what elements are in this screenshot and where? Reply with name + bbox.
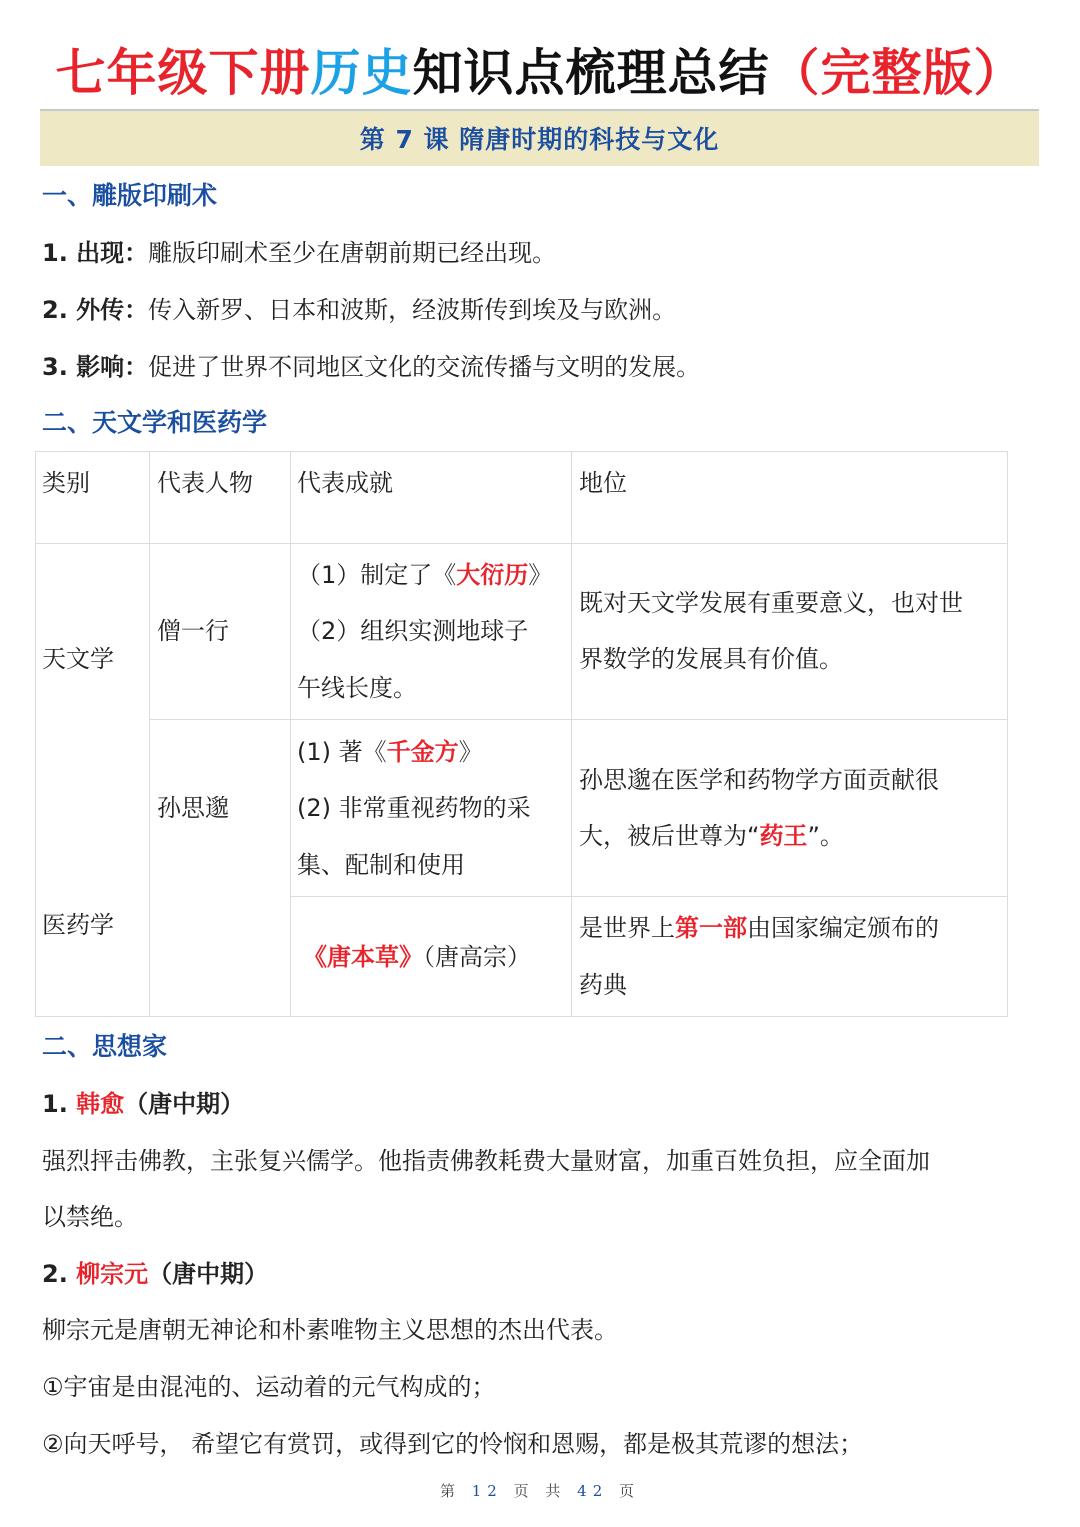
astronomy-status-2: 界数学的发展具有价值。 <box>579 645 843 673</box>
table-border <box>35 1016 1008 1017</box>
current-page: 12 <box>471 1482 503 1500</box>
title-yaowang: 药王 <box>759 822 808 850</box>
title-part-1: 七年级下册 <box>55 44 311 102</box>
thinker-name-han: 韩愈 <box>76 1090 125 1118</box>
section-heading-science: 二、天文学和医药学 <box>42 408 268 437</box>
item-text: 雕版印刷术至少在唐朝前期已经出现。 <box>148 239 557 267</box>
science-table <box>35 451 1008 1017</box>
item-text: 促进了世界不同地区文化的交流传播与文明的发展。 <box>148 353 701 381</box>
book-dayanli: 大衍历 <box>456 561 529 589</box>
printing-item-2 <box>42 292 676 328</box>
han-text-1: 强烈抨击佛教，主张复兴儒学。他指责佛教耗费大量财富，加重百姓负担，应全面加 <box>42 1147 930 1175</box>
medicine-achievement-1: (1) 著《千金方》 <box>297 738 483 766</box>
thinker-han-heading: 1. 韩愈（唐中期） <box>42 1090 245 1118</box>
category-astronomy: 天文学 <box>42 645 114 673</box>
page-footer: 第 12 页 共 42 页 <box>439 1482 641 1500</box>
table-border <box>149 451 150 1017</box>
title-part-3: 知识点梳理总结 <box>412 44 770 102</box>
han-text-2: 以禁绝。 <box>42 1203 138 1231</box>
header-achievement: 代表成就 <box>297 469 393 497</box>
astronomy-status-1: 既对天文学发展有重要意义，也对世 <box>579 589 963 617</box>
printing-item-1 <box>42 235 556 271</box>
astronomy-achievement-2b: 午线长度。 <box>297 674 417 702</box>
table-border <box>35 543 1008 544</box>
medicine-status-2: 大，被后世尊为“药王”。 <box>579 822 844 850</box>
thinker-liu-heading: 2. 柳宗元（唐中期） <box>42 1260 269 1288</box>
astronomy-achievement-1: （1）制定了《大衍历》 <box>297 561 553 589</box>
table-border <box>35 451 1008 452</box>
table-border <box>149 719 1008 720</box>
table-border <box>290 896 1008 897</box>
section-heading-printing: 一、雕版印刷术 <box>42 181 218 210</box>
medicine-achievement-2a: (2) 非常重视药物的采 <box>297 794 531 822</box>
liu-text-3: ②向天呼号， 希望它有赏罚，或得到它的怜悯和恩赐，都是极其荒谬的想法； <box>42 1430 864 1458</box>
table-border <box>1007 451 1008 1017</box>
header-category: 类别 <box>42 469 90 497</box>
person-sunsimiao: 孙思邈 <box>157 794 229 822</box>
book-tangbencao: 《唐本草》 <box>303 943 423 971</box>
table-border <box>571 451 572 1017</box>
book-qianjinfang: 千金方 <box>386 738 459 766</box>
medicine-book: 《唐本草》（唐高宗） <box>303 943 531 971</box>
table-border <box>35 451 36 1017</box>
first-highlight: 第一部 <box>675 914 747 942</box>
item-label: 3. 影响： <box>42 353 149 381</box>
total-pages: 42 <box>577 1482 609 1500</box>
liu-text-1: 柳宗元是唐朝无神论和朴素唯物主义思想的杰出代表。 <box>42 1316 618 1344</box>
book-status-2: 药典 <box>579 971 627 999</box>
section-heading-thinkers: 二、思想家 <box>42 1032 168 1061</box>
title-part-2: 历史 <box>310 44 413 102</box>
lesson-title: 第 7 课 隋唐时期的科技与文化 <box>359 125 720 154</box>
thinker-name-liu: 柳宗元 <box>76 1260 149 1288</box>
astronomy-achievement-2a: （2）组织实测地球子 <box>297 617 529 645</box>
title-part-4: （完整版） <box>769 44 1025 102</box>
category-medicine: 医药学 <box>42 911 114 939</box>
item-label: 1. 出现： <box>42 239 149 267</box>
printing-item-3 <box>42 349 700 385</box>
lesson-banner <box>40 109 1039 166</box>
item-label: 2. 外传： <box>42 296 149 324</box>
header-person: 代表人物 <box>157 469 253 497</box>
page-title <box>0 38 1080 108</box>
person-yixing: 僧一行 <box>157 617 229 645</box>
liu-text-2: ①宇宙是由混沌的、运动着的元气构成的； <box>42 1373 496 1401</box>
table-border <box>290 451 291 1017</box>
book-status-1: 是世界上第一部由国家编定颁布的 <box>579 914 939 942</box>
medicine-achievement-2b: 集、配制和使用 <box>297 851 465 879</box>
header-status: 地位 <box>579 469 627 497</box>
medicine-status-1: 孙思邈在医学和药物学方面贡献很 <box>579 766 939 794</box>
item-text: 传入新罗、日本和波斯，经波斯传到埃及与欧洲。 <box>148 296 677 324</box>
